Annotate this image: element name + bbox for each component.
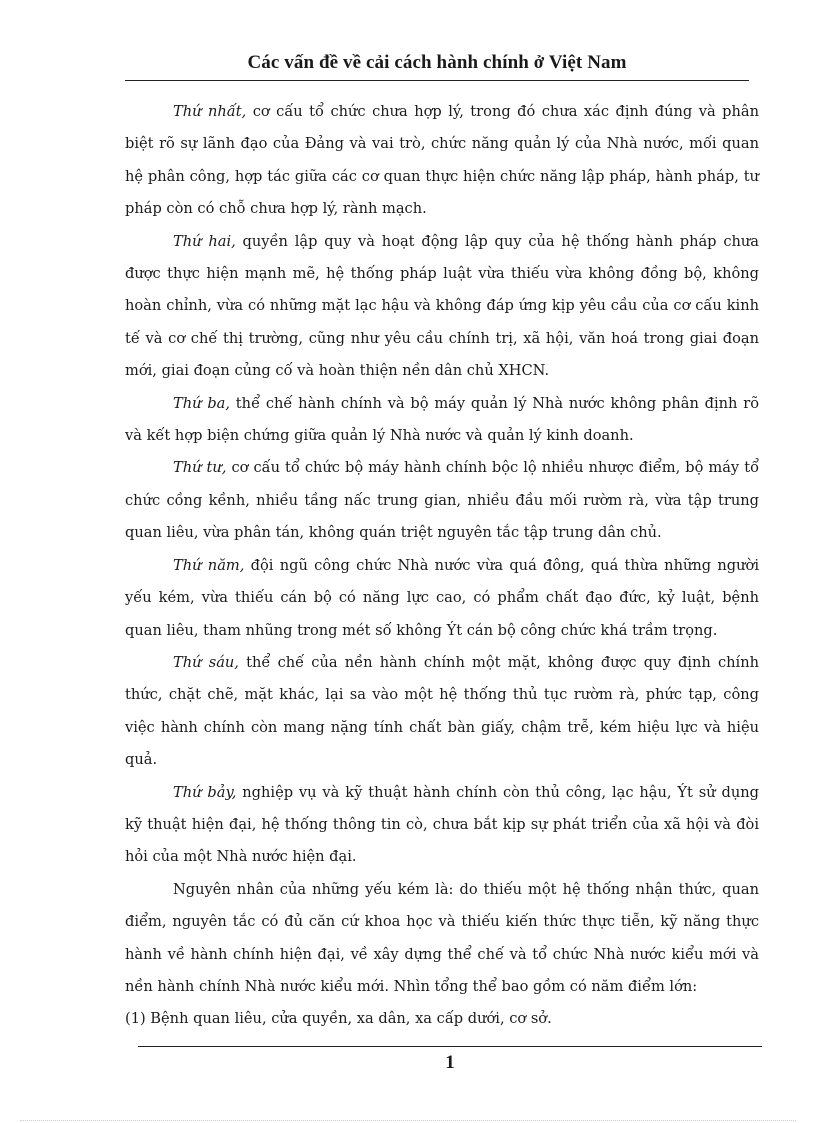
document-body [125,96,759,1036]
paragraph [125,777,759,874]
paragraph-lead: Thứ tư, [173,459,227,477]
paragraph [125,874,759,1004]
page-bottom-border [20,1120,796,1121]
paragraph-text: cơ cấu tổ chức bộ máy hành chính bộc lộ nhiều nhược điểm, bộ máy tổ chức cồng kềnh, nhiều tầng nấc trung gian, nhiều đầu mối rườm rà, vừa tập trung quan liêu, vừa phân tán, không quán triệt nguyên tắc tập trung dân chủ. [125,459,759,542]
paragraph [125,647,759,777]
paragraph [125,550,759,647]
paragraph-lead: Thứ nhất, [173,103,247,120]
paragraph [125,452,759,549]
page-header-title: Các vấn đề về cải cách hành chính ở Việt Nam [247,52,627,73]
paragraph [125,226,759,388]
paragraph-lead: Thứ năm, [173,556,245,574]
paragraph-text: thể chế của nền hành chính một mặt, không được quy định chính thức, chặt chẽ, mặt khác, lại sa vào một hệ thống thủ tục rườm rà, phức tạp, công việc hành chính còn mang nặng tính chất bàn giấy, chậm trễ, kém hiệu lực và hiệu quả. [125,653,759,769]
paragraph-text: thể chế hành chính và bộ máy quản lý Nhà nước không phân định rõ và kết hợp biện chứng giữa quản lý Nhà nước và quản lý kinh doanh. [125,394,760,445]
page-number: 1 [445,1052,455,1073]
footer-divider [138,1046,762,1047]
header-divider [125,80,749,81]
paragraph-lead: Thứ sáu, [173,653,239,671]
paragraph [125,388,759,453]
paragraph-text: Nguyên nhân của những yếu kém là: do thiếu một hệ thống nhận thức, quan điểm, nguyên tắc có đủ căn cứ khoa học và thiếu kiến thức thực tiễn, kỹ năng thực hành về hành chính hiện đại, về xây dựng thể chế và tổ chức Nhà nước kiểu mới và nền hành chính Nhà nước kiểu mới. Nhìn tổng thể bao gồm có năm điểm lớn: [125,880,759,995]
paragraph-lead: Thứ bảy, [173,783,237,801]
list-item: (1) Bệnh quan liêu, cửa quyền, xa dân, xa cấp dưới, cơ sở. [125,1010,552,1028]
paragraph [125,96,759,226]
paragraph-lead: Thứ ba, [173,394,231,412]
paragraph-text: nghiệp vụ và kỹ thuật hành chính còn thủ công, lạc hậu, Ýt sử dụng kỹ thuật hiện đại, hệ thống thông tin cò, chưa bắt kịp sự phát triển của xã hội và đòi hỏi của một Nhà nước hiện đại. [125,783,759,866]
paragraph-lead: Thứ hai, [173,232,236,250]
paragraph-text: đội ngũ công chức Nhà nước vừa quá đông, quá thừa những người yếu kém, vừa thiếu cán bộ có năng lực cao, có phẩm chất đạo đức, kỷ luật, bệnh quan liêu, tham nhũng trong mét số không Ýt cán bộ công chức khá trầm trọng. [125,556,759,639]
paragraph-text: cơ cấu tổ chức chưa hợp lý, trong đó chưa xác định đúng và phân biệt rõ sự lãnh đạo của Đảng và vai trò, chức năng quản lý của Nhà nước, mối quan hệ phân công, hợp tác giữa các cơ quan thực hiện chức năng lập pháp, hành pháp, tư pháp còn có chỗ chưa hợp lý, rành mạch. [125,103,760,218]
paragraph-text: quyền lập quy và hoạt động lập quy của hệ thống hành pháp chưa được thực hiện mạnh mẽ, hệ thống pháp luật vừa thiếu vừa không đồng bộ, không hoàn chỉnh, vừa có những mặt lạc hậu và không đáp ứng kịp yêu cầu của cơ cấu kinh tế và cơ chế thị trường, cũng như yêu cầu chính trị, xã hội, văn hoá trong giai đoạn mới, giai đoạn củng cố và hoàn thiện nền dân chủ XHCN. [125,232,759,380]
